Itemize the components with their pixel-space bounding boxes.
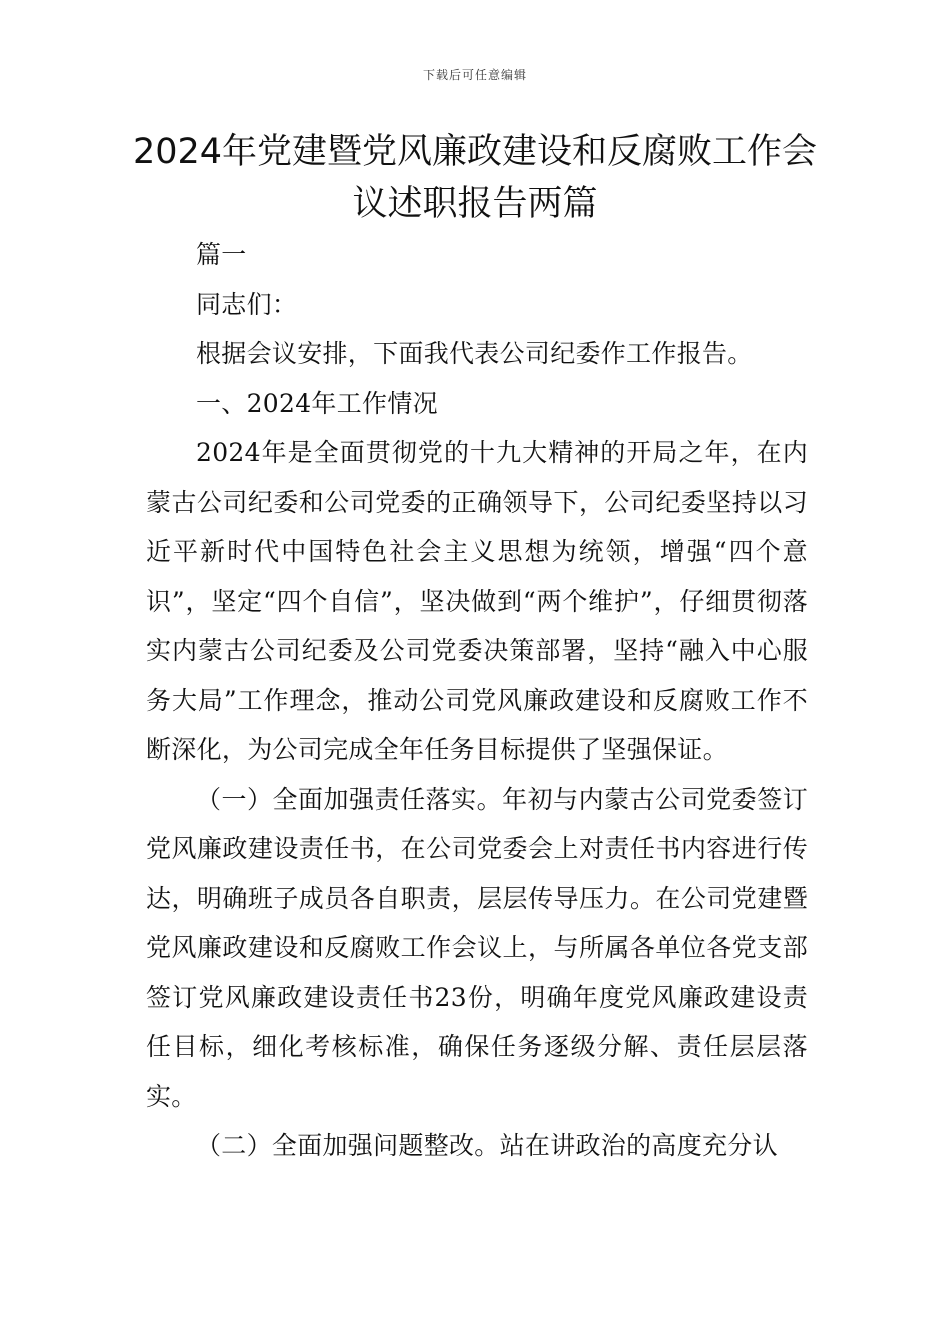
section-heading: 一、2024年工作情况 (196, 388, 438, 418)
header-note: 下载后可任意编辑 (422, 68, 527, 82)
document-body (146, 230, 808, 1171)
document-title: 2024年党建暨党风廉政建设和反腐败工作会议述职报告两篇 (132, 132, 818, 224)
section-label: 篇一 (196, 240, 247, 269)
body-paragraph: （二）全面加强问题整改。站在讲政治的高度充分认 (196, 1131, 778, 1160)
body-paragraph: （一）全面加强责任落实。年初与内蒙古公司党委签订党风廉政建设责任书，在公司党委会上对责任书内容进行传达，明确班子成员各自职责，层层传导压力。在公司党建暨党风廉政建设和反腐败工作会议上，与所属各单位各党支部签订党风廉政建设责任书23份，明确年度党风廉政建设责任目标，细化考核标准，确保任务逐级分解、责任层层落实。 (146, 784, 808, 1111)
intro-paragraph: 根据会议安排，下面我代表公司纪委作工作报告。 (196, 339, 753, 368)
body-paragraph: 2024年是全面贯彻党的十九大精神的开局之年，在内蒙古公司纪委和公司党委的正确领导下，公司纪委坚持以习近平新时代中国特色社会主义思想为统领，增强“四个意识”，坚定“四个自信”，坚决做到“两个维护”，仔细贯彻落实内蒙古公司纪委及公司党委决策部署，坚持“融入中心服务大局”工作理念，推动公司党风廉政建设和反腐败工作不断深化，为公司完成全年任务目标提供了坚强保证。 (146, 438, 808, 764)
salutation: 同志们： (196, 289, 298, 319)
